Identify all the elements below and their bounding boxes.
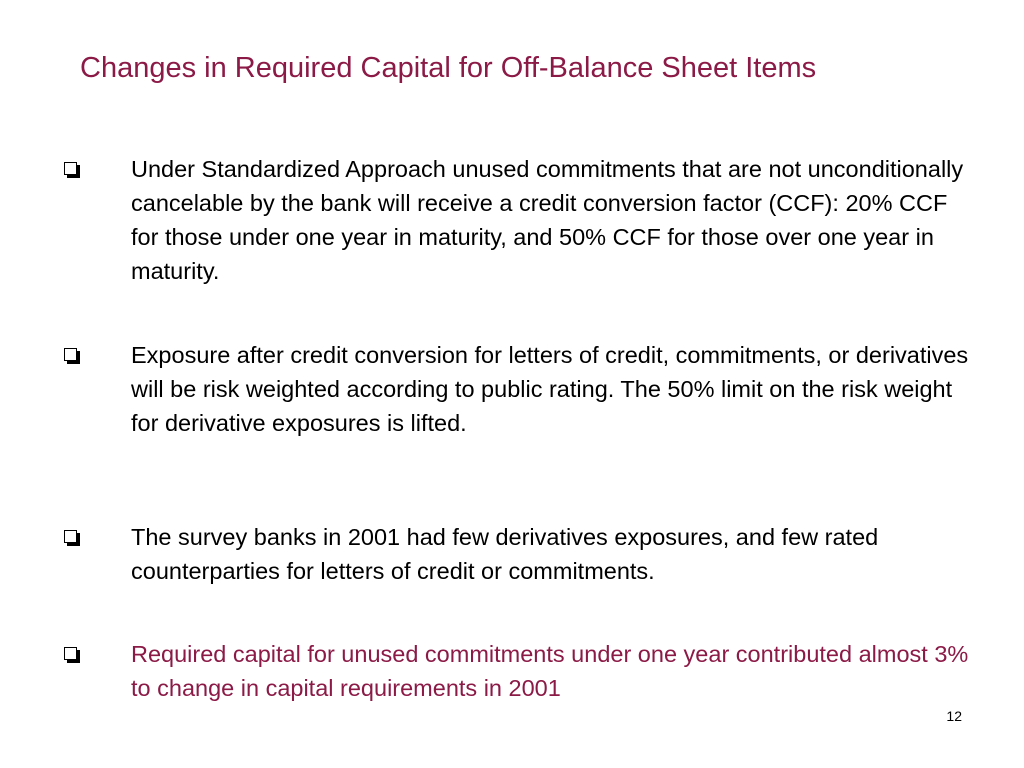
bullet-text-highlight: Required capital for unused commitments under one year contributed almost 3% to change in capital requirements in 2001 <box>131 641 969 701</box>
bullet-text: Under Standardized Approach unused commitments that are not unconditionally cancelable by the bank will receive a credit conversion factor (CCF): 20% CCF for those under one year in maturity, and 50% CCF for those over one year in maturity. <box>131 156 964 284</box>
slide-title: Changes in Required Capital for Off-Balance Sheet Items <box>80 52 817 84</box>
square-checkbox-icon <box>64 162 77 175</box>
bullet-text: Exposure after credit conversion for letters of credit, commitments, or derivatives will be risk weighted according to public rating. The 50% limit on the risk weight for derivative exposures is lifted. <box>131 342 969 436</box>
page-number: 12 <box>946 708 962 724</box>
bullet-text: The survey banks in 2001 had few derivatives exposures, and few rated counterparties for letters of credit or commitments. <box>131 524 879 584</box>
square-checkbox-icon <box>64 348 77 361</box>
square-checkbox-icon <box>64 530 77 543</box>
square-checkbox-icon <box>64 647 77 660</box>
